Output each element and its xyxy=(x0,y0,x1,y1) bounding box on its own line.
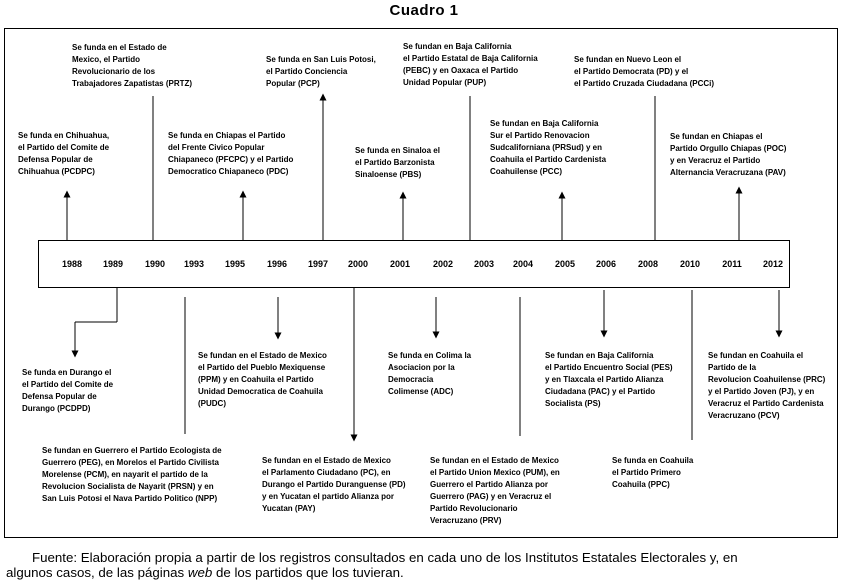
year-label: 1993 xyxy=(183,259,205,269)
year-label: 2001 xyxy=(389,259,411,269)
event-2011: Se fundan en Chiapas el Partido Orgullo Chiapas (POC) y en Veracruz el Partido Alternancia Veracruzana (PAV) xyxy=(670,132,787,177)
event-1988: Se funda en Chihuahua, el Partido del Comite de Defensa Popular de Chihuahua (PCDPC) xyxy=(18,131,110,176)
event-2008: Se fundan en Nuevo Leon el el Partido Democrata (PD) y el el Partido Cruzada Ciudadana (PCCi) xyxy=(574,55,715,88)
event-1996: Se fundan en el Estado de Mexico el Partido del Pueblo Mexiquense (PPM) y en Coahuila el Partido Unidad Democratica de Coahuila (PUDC) xyxy=(198,351,327,408)
event-1995: Se funda en Chiapas el Partido del Frente Civico Popular Chiapaneco (PFCPC) y el Partido Democratico Chiapaneco (PDC) xyxy=(168,131,294,176)
event-1990: Se funda en el Estado de Mexico, el Partido Revolucionario de los Trabajadores Zapatistas (PRTZ) xyxy=(72,43,193,88)
event-2000: Se fundan en el Estado de Mexico el Parlamento Ciudadano (PC), en Durango el Partido Duranguense (PD) y en Yucatan el partido Alianza por Yucatan (PAY) xyxy=(262,456,406,513)
event-2010: Se funda en Coahuila el Partido Primero Coahuila (PPC) xyxy=(612,456,694,489)
event-2012: Se fundan en Coahuila el Partido de la Revolucion Coahuilense (PRC) y el Partido Joven (PJ), y en Veracruz el Partido Cardenista Veracruzano (PCV) xyxy=(708,351,826,420)
year-label: 2011 xyxy=(722,259,742,269)
event-1993: Se fundan en Guerrero el Partido Ecologista de Guerrero (PEG), en Morelos el Partido Civilista Morelense (PCM), en nayarit el partido de la Revolucion Socialista de Nayarit (PRSN) y en San Luis Potosi el Nava Partido Politico (NPP) xyxy=(42,446,222,503)
event-2003: Se fundan en Baja California el Partido Estatal de Baja California (PEBC) y en Oaxaca el Partido Unidad Popular (PUP) xyxy=(403,42,538,87)
source-web-emphasis: web xyxy=(187,565,213,580)
event-1997: Se funda en San Luis Potosi, el Partido Conciencia Popular (PCP) xyxy=(266,55,376,88)
event-2006: Se fundan en Baja California el Partido Encuentro Social (PES) y en Tlaxcala el Partido Alianza Ciudadana (PAC) y el Partido Socialista (PS) xyxy=(545,351,673,408)
source-line-2-prefix: algunos casos, de las páginas xyxy=(6,565,188,580)
figure-title: Cuadro 1 xyxy=(389,2,459,19)
year-label: 2005 xyxy=(554,259,576,269)
source-line-2-suffix: de los partidos que los tuvieran. xyxy=(212,565,404,580)
source-note xyxy=(6,550,846,580)
year-label: 2010 xyxy=(679,259,701,269)
event-2001: Se funda en Sinaloa el el Partido Barzonista Sinaloense (PBS) xyxy=(355,146,440,179)
year-label: 2000 xyxy=(347,259,369,269)
year-label: 1989 xyxy=(102,259,124,269)
year-label: 2008 xyxy=(637,259,659,269)
year-label: 2012 xyxy=(762,259,784,269)
event-2002: Se funda en Colima la Asociacion por la Democracia Colimense (ADC) xyxy=(388,351,472,396)
source-line-1: Fuente: Elaboración propia a partir de los registros consultados en cada uno de los Institutos Estatales Electorales y, en xyxy=(32,550,738,565)
year-label: 1988 xyxy=(61,259,83,269)
year-label: 1997 xyxy=(307,259,329,269)
year-label: 2003 xyxy=(473,259,495,269)
source-line-2 xyxy=(6,565,846,580)
event-2005: Se fundan en Baja California Sur el Partido Renovacion Sudcaliforniana (PRSud) y en Coahuila el Partido Cardenista Coahuilense (PCC) xyxy=(490,119,607,176)
event-2004: Se fundan en el Estado de Mexico el Partido Union Mexico (PUM), en Guerrero el Partido Alianza por Guerrero (PAG) y en Veracruz el Partido Revolucionario Veracruzano (PRV) xyxy=(430,456,560,525)
event-1989: Se funda en Durango el el Partido del Comite de Defensa Popular de Durango (PCDPD) xyxy=(22,368,114,413)
year-label: 2004 xyxy=(512,259,534,269)
year-label: 2002 xyxy=(432,259,454,269)
year-label: 2006 xyxy=(595,259,617,269)
year-label: 1990 xyxy=(144,259,166,269)
year-label: 1996 xyxy=(266,259,288,269)
year-label: 1995 xyxy=(224,259,246,269)
